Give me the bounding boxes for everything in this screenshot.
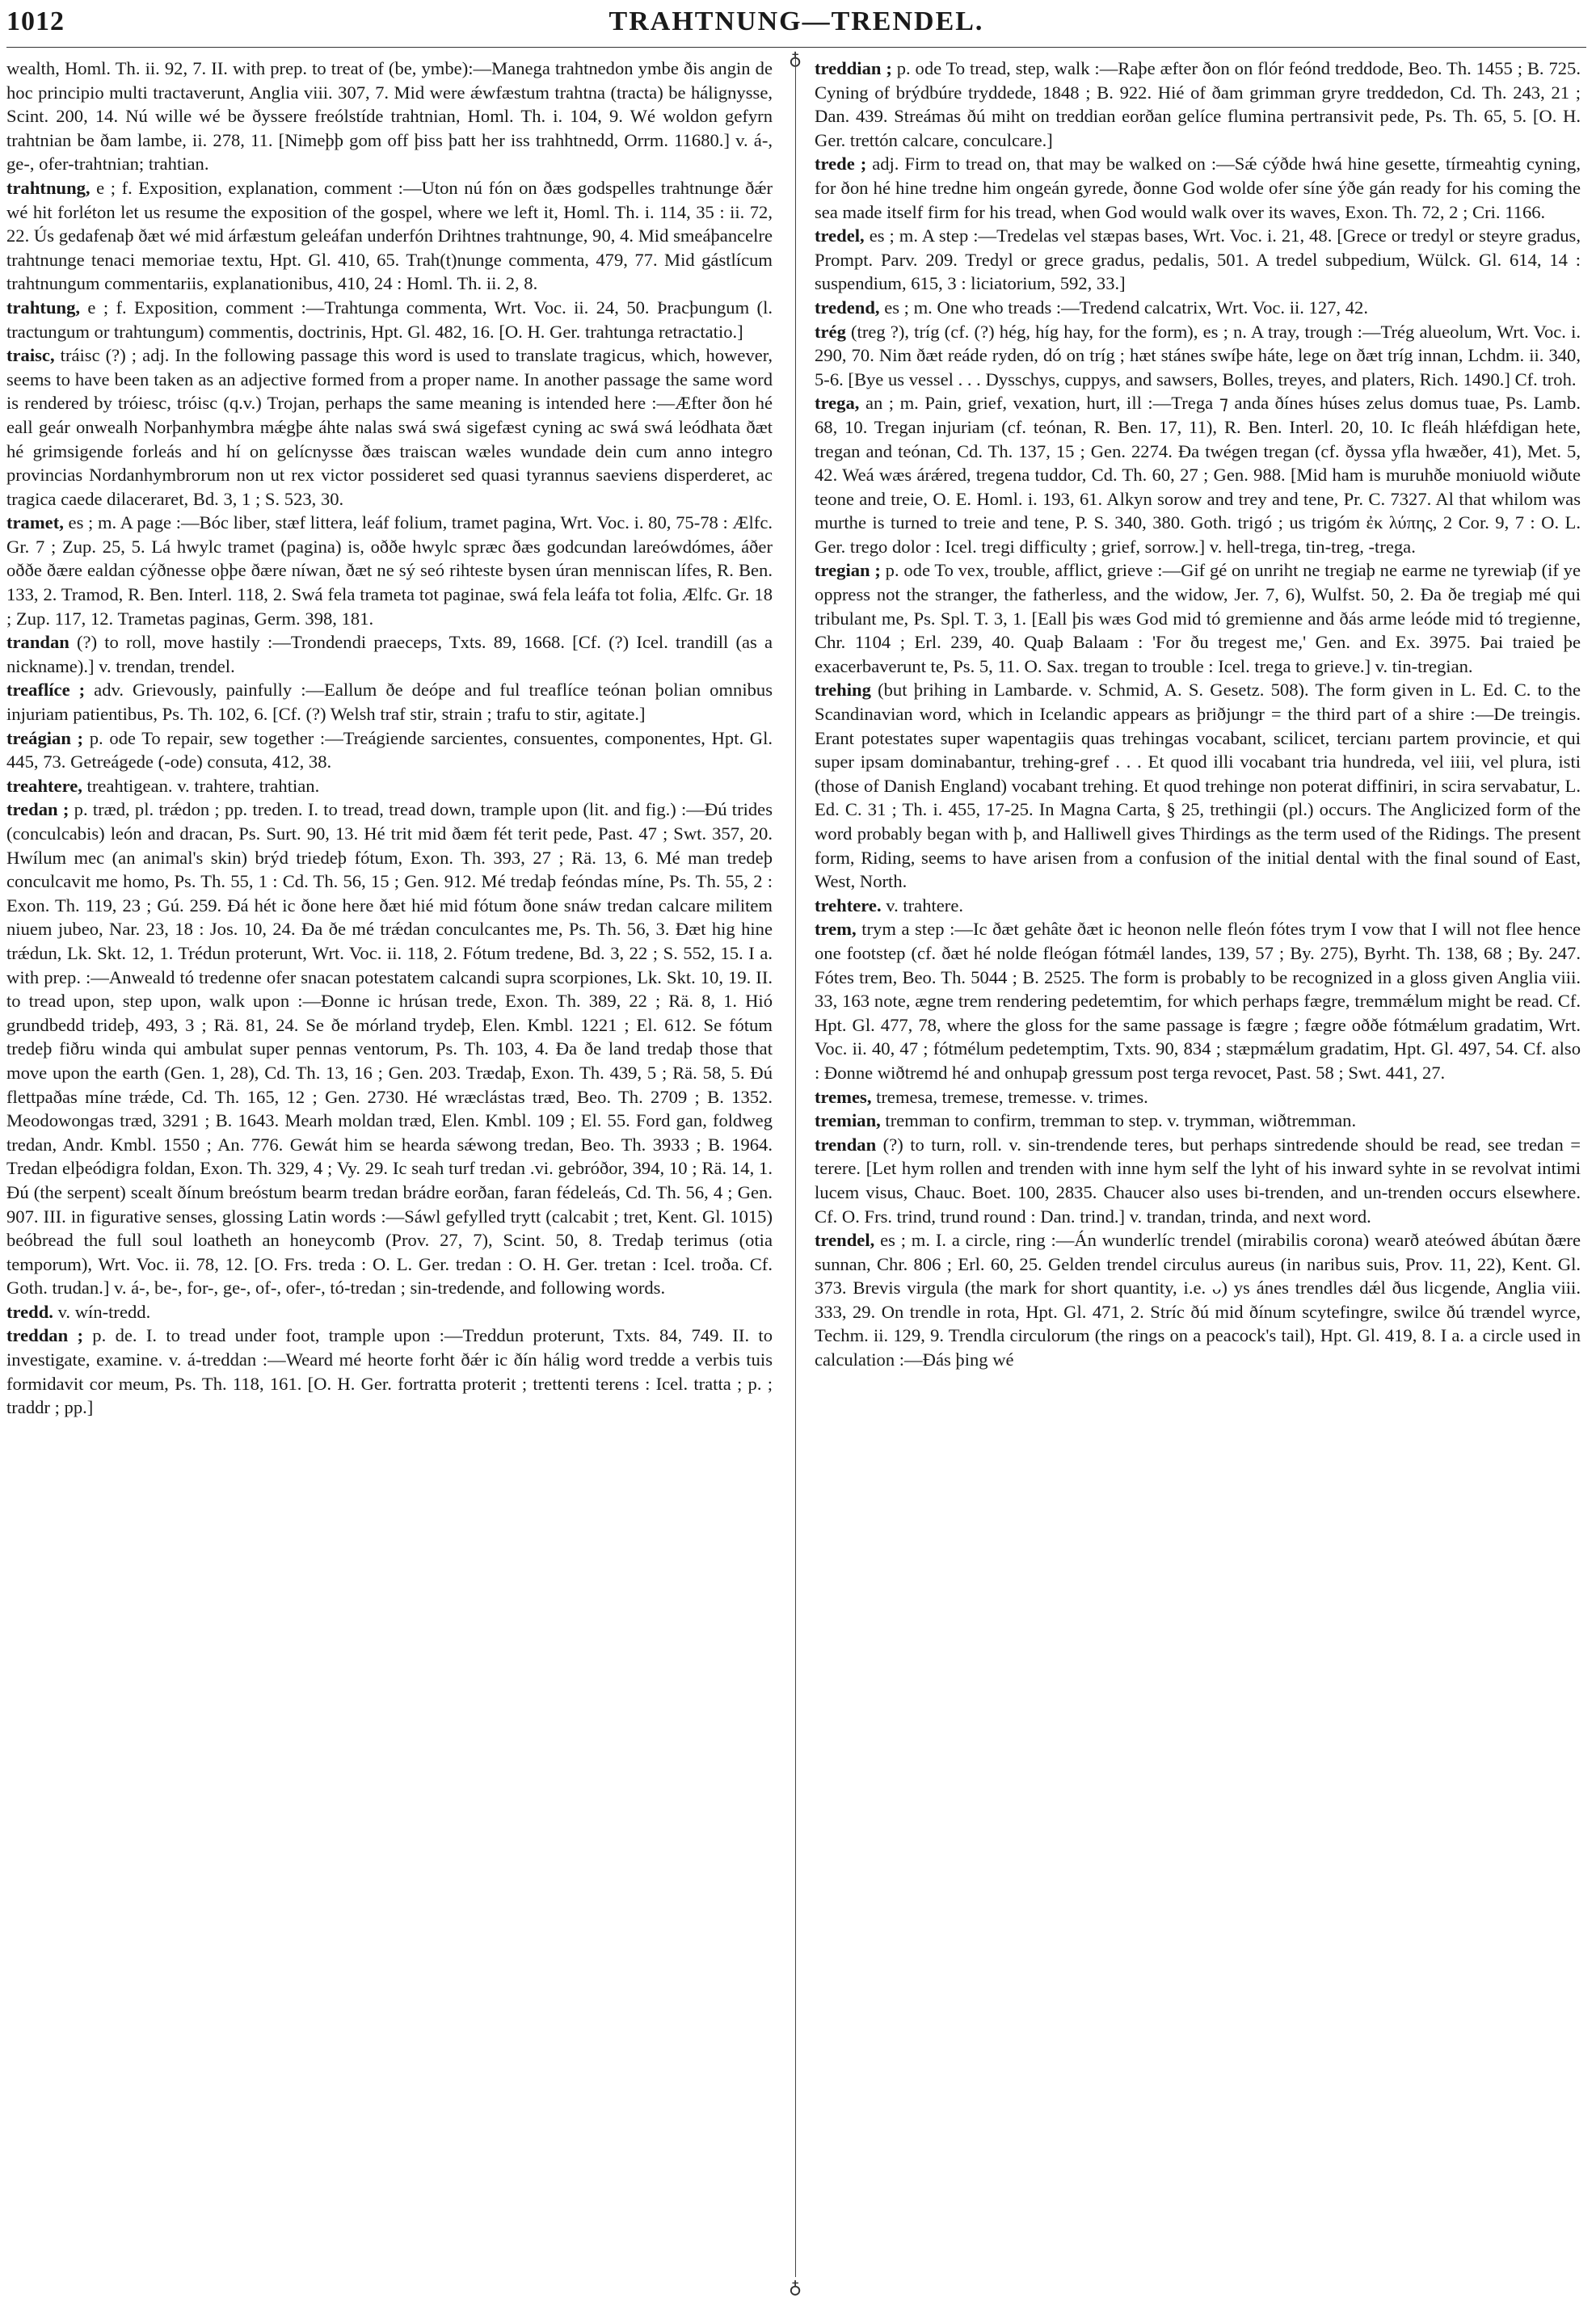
entry-definition: p. ode To tread, step, walk :—Raþe æfter ðon on flór feónd treddode, Beo. Th. 1455 ; B. 725. Cyning of brýdbúre tryddede, 1848 ; B. 922. Hié of ðam grimman gryre treddedon, Cd. Th. 243, 21 ; Dan. 439. Streámas ðú miht on treddian eorðan gelíce flumina pertransivit pede, Ps. Th. 65, 5. [O. H. Ger. trettón calcare, conculcare.] — [815, 58, 1581, 150]
entry-headword: traisc, — [6, 345, 55, 366]
dictionary-entry — [6, 343, 773, 511]
entry-headword: tremian, — [815, 1110, 881, 1131]
entry-headword: treddian ; — [815, 58, 892, 78]
entry-headword: tregian ; — [815, 560, 881, 581]
entry-definition: v. trahtere. — [881, 895, 964, 916]
entry-definition: es ; m. A page :—Bóc liber, stæf littera, leáf folium, tramet pagina, Wrt. Voc. i. 80, 75-78 : Ælfc. Gr. 7 ; Zup. 25, 5. Lá hwylc tramet (pagina) is, oððe hwylc spræc ðæs godcundan lareówdómes, áðer oððe ðære ealdan cýðnesse oþþe ðære níwan, ðæt ne sý seó rihteste bysen úran menniscan lífes, R. Ben. 133, 2. Tramod, R. Ben. Interl. 118, 2. Swá fela trameta tot paginae, swá fela leáfa tot folia, Ælfc. Gr. 18 ; Zup. 117, 12. Trametas paginas, Germ. 398, 181. — [6, 512, 773, 629]
entry-definition: p. ode To repair, sew together :—Treágiende sarcientes, consuentes, componentes, Hpt. Gl. 445, 73. Getreágede (-ode) consuta, 412, 38. — [6, 727, 773, 772]
dictionary-entry — [6, 1324, 773, 1419]
dictionary-entry — [815, 57, 1581, 152]
dictionary-entry — [6, 176, 773, 296]
dictionary-entry — [815, 1133, 1581, 1228]
entry-headword: trendan — [815, 1134, 877, 1155]
dictionary-entry — [6, 511, 773, 630]
entry-headword: treaflíce ; — [6, 680, 86, 701]
entry-headword: trega, — [815, 393, 860, 414]
entry-definition: tráisc (?) ; adj. In the following passage this word is used to translate tragicus, which, however, seems to have been taken as an adjective formed from a proper name. In another passage the same word is rendered by tróiesc, tróisc (q.v.) Trojan, perhaps the same meaning is intended here :—Æfter ðon hé eall geár onwealh Norþanhymbra mǽgþe áhte nalas swá swá sigefæst cyning ac swá swá leódhata ðæt hé grimsigende forleás and hí on gelícnysse ðæs traiscan wæles wundade dein cum anno integro provincias Nordanhymbrorum non ut rex victor possideret sed quasi tyrannus saeviens disperderet, ac tragica caede dilaceraret, Bd. 3, 1 ; S. 523, 30. — [6, 345, 773, 509]
dictionary-entry — [815, 1228, 1581, 1372]
dictionary-entry — [815, 1085, 1581, 1109]
entry-definition: (?) to turn, roll. v. sin-trendende teres, but perhaps sintredende should be read, see tredan = terere. [Let hym rollen and trenden with inne hym self the lyht of his inward syhte in se revolvat intimi lucem visus, Chauc. Boet. 100, 2835. Chaucer also uses bi-trenden, and un-trenden occurs elsewhere. Cf. O. Frs. trind, trund round : Dan. trind.] v. trandan, trinda, and next word. — [815, 1134, 1581, 1227]
column-divider — [795, 58, 796, 2277]
page-header — [6, 6, 1586, 48]
entry-headword: trehtere. — [815, 895, 882, 916]
dictionary-entry — [6, 798, 773, 1299]
entry-definition: (treg ?), tríg (cf. (?) hég, híg hay, for the form), es ; n. A tray, trough :—Trég alueolum, Wrt. Voc. i. 290, 70. Nim ðæt reáde ryden, dó on tríg ; hæt stánes swíþe háte, lege on ðæt tríg innan, Lchdm. ii. 340, 5-6. [Bye us vessel . . . Dysschys, cuppys, and sawsers, Bolles, treyes, and platers, Rich. 1490.] Cf. troh. — [815, 321, 1581, 389]
entry-headword: tremes, — [815, 1086, 872, 1107]
entry-headword: trehing — [815, 680, 871, 701]
entry-definition: es ; m. A step :—Tredelas vel stæpas bases, Wrt. Voc. i. 21, 48. [Grece or tredyl or steyre gradus, Prompt. Parv. 209. Tredyl or grece gradus, pedalis, 501. A tredel subpedium, Wülck. Gl. 614, 14 : suspendium, 615, 3 : liciatorium, 592, 33.] — [815, 225, 1581, 294]
entry-definition: (but þrihing in Lambarde. v. Schmid, A. S. Gesetz. 508). The form given in L. Ed. C. to the Scandinavian word, which in Icelandic appears as þriðjungr = the third part of a shire :—De treingis. Erant potestates super wapentagiis quas trehingas vocabant, scilicet, tercianı partem provincie, et qui super ipsam dominabantur, trehing-gref . . . Et quod illi vocabant tria hundreda, vel iiii, vel plura, isti (those of Danish England) vocabant trehing. Et quod trehinge non poterat diffiniri, in scira servabatur, L. Ed. C. 31 ; Th. i. 455, 17-25. In Magna Carta, § 25, trethingii (pl.) occurs. The Anglicized form of the word probably began with þ, and Halliwell gives Thirdings as the term used of the Ridings. The present form, Riding, seems to have arisen from a confusion of the initial dental with the final sound of East, West, North. — [815, 680, 1581, 892]
dictionary-entry — [815, 894, 1581, 918]
dictionary-entry — [6, 774, 773, 798]
entry-definition: treahtigean. v. trahtere, trahtian. — [82, 775, 320, 796]
dictionary-entry — [815, 558, 1581, 678]
running-head: TRAHTNUNG—TRENDEL. — [609, 6, 984, 36]
entry-definition: p. træd, pl. trǽdon ; pp. treden. I. to tread, tread down, trample upon (lit. and fig.) :—Ðú trides (conculcabis) león and dracan, Ps. Surt. 90, 13. Hé trit mid ðæm fét terit pede, Past. 47 ; Swt. 357, 20. Hwílum mec (an animal's skin) brýd triedeþ fótum, Exon. Th. 393, 27 ; Rä. 13, 6. Mé man tredeþ conculcavit me homo, Ps. Th. 55, 1 : Cd. Th. 56, 15 ; Gen. 912. Mé tredaþ feóndas míne, Ps. Th. 55, 2 : Exon. Th. 119, 23 ; Gú. 259. Ðá hét ic ðone here ðæt hié mid fótum ðone snáw tredan calcare militem niuem jubeo, Nar. 23, 18 : Jos. 10, 24. Ða ðe mé trǽdan conculcantes me, Ps. Th. 56, 3. Ðæt hig hine trǽdun, Lk. Skt. 12, 1. Trédun proterunt, Wrt. Voc. ii. 118, 2. Fótum tredene, Bd. 3, 22 ; S. 552, 15. I a. with prep. :—Anweald tó tredenne ofer snacan potestatem calcandi supra scorpiones, Lk. Skt. 10, 19. II. to tread upon, step upon, walk upon :—Ðonne ic hrúsan trede, Exon. Th. 389, 22 ; Rä. 8, 1. Hió grundbedd trideþ, 493, 3 ; Rä. 81, 24. Se ðe mórland trydeþ, Elen. Kmbl. 1221 ; El. 612. Se fótum tredeþ fiðru winda qui ambulat super pennas ventorum, Ps. Th. 103, 4. Ða ðe land tredaþ those that move upon the earth (Gen. 1, 28), Cd. Th. 13, 16 ; Gen. 203. Trædaþ, Exon. Th. 439, 5 ; Rä. 58, 5. Ðú flettpaðas míne trǽde, Cd. Th. 165, 12 ; Gen. 2730. Hé wræclástas træd, Beo. Th. 2709 ; B. 1352. Meodowongas træd, 3291 ; B. 1643. Mearh moldan træd, Elen. Kmbl. 109 ; El. 55. Ford gan, foldweg tredan, Andr. Kmbl. 1550 ; An. 776. Gewát him se hearda sǽwong tredan, Beo. Th. 3933 ; B. 1964. Tredan elþeódigra foldan, Exon. Th. 329, 4 ; Vy. 29. Ic seah turf tredan .vi. gebróðor, 394, 10 ; Rä. 14, 1. Ðú (the serpent) scealt ðínum breóstum bearm tredan brádre eorðan, faran fédeleás, Cd. Th. 56, 4 ; Gen. 907. III. in figurative senses, glossing Latin words :—Sáwl gefylled trytt (calcabit ; tret, Kent. Gl. 1015) beóbread the full soul loatheth an honeycomb (Prov. 27, 7), Scint. 50, 8. Tredaþ terimus (otia temporum), Wrt. Voc. ii. 78, 12. [O. Frs. treda : O. L. Ger. tredan : O. H. Ger. tretan : Icel. troða. Cf. Goth. trudan.] v. á-, be-, for-, ge-, of-, ofer-, tó-tredan ; sin-tredende, and following words. — [6, 799, 773, 1299]
entry-definition: adj. Firm to tread on, that may be walked on :—Sǽ cýðde hwá hine gesette, tírmeahtig cyning, for ðon hé hine tredne him ongeán gyrede, ðonne God wolde ofer síne ýðe gán ready for his coming the sea made itself firm for his tread, when God would walk over its waves, Exon. Th. 72, 2 ; Cri. 1166. — [815, 154, 1581, 222]
entry-definition: p. de. I. to tread under foot, trample upon :—Treddun proterunt, Txts. 84, 749. II. to investigate, examine. v. á-treddan :—Weard mé heorte forht ðǽr ic ðín hálig word tredde a verbis tuis formidavit cor meum, Ps. Th. 118, 161. [O. H. Ger. fortratta proterit ; trettenti terens : Icel. tratta ; p. ; traddr ; pp.] — [6, 1325, 773, 1418]
entry-headword: treahtere, — [6, 775, 82, 796]
entry-definition: e ; f. Exposition, comment :—Trahtunga commenta, Wrt. Voc. ii. 24, 50. Þracþungum (l. tractungum or trahtungum) commentis, doctrinis, Hpt. Gl. 482, 16. [O. H. Ger. trahtunga retractatio.] — [6, 297, 773, 342]
entry-headword: trem, — [815, 919, 857, 940]
entry-headword: trég — [815, 321, 846, 342]
dictionary-entry — [815, 296, 1581, 320]
bottom-ornament-icon: ♁ — [788, 2277, 802, 2297]
dictionary-entry — [815, 320, 1581, 392]
entry-definition: tremesa, tremese, tremesse. v. trimes. — [871, 1086, 1148, 1107]
dictionary-entry — [815, 391, 1581, 558]
right-column — [815, 57, 1581, 2287]
entry-definition: wealth, Homl. Th. ii. 92, 7. II. with prep. to treat of (be, ymbe):—Manega trahtnedon ymbe ðis angin de hoc principio multi tractaverunt, Anglia viii. 307, 7. Mid were ǽwfæstum trahtna (tracta) be hálignysse, Scint. 200, 14. Nú wille wé be ðyssere freólstíde trahtnian, Homl. Th. i. 104, 9. Wé woldon gefyrn trahtnian be ðam lambe, ii. 278, 11. [Nimeþþ gom off þiss þatt her iss trahhtnedd, Orrm. 11680.] v. á-, ge-, ofer-trahtnian; trahtian. — [6, 58, 773, 175]
entry-definition: v. wín-tredd. — [53, 1301, 151, 1322]
dictionary-entry — [6, 726, 773, 774]
page-number: 1012 — [6, 6, 65, 36]
entry-headword: tredd. — [6, 1301, 53, 1322]
dictionary-entry — [6, 678, 773, 726]
entry-headword: trahtnung, — [6, 177, 91, 198]
entry-definition: es ; m. I. a circle, ring :—Án wunderlíc trendel (mirabilis corona) wearð ateówed ábútan ðære sunnan, Chr. 806 ; Erl. 60, 25. Gelden trendel circulus aureus (in naribus suis, Prov. 11, 22), Kent. Gl. 373. Brevis virgula (the mark for short quantity, i.e. ᴗ) ys ánes trendles dǽl ðus licgende, Anglia viii. 333, 29. On trendle in rota, Hpt. Gl. 471, 2. Stríc ðú mid ðínum scytefingre, swilce ðú trændel wyrce, Techm. ii. 129, 9. Trendla circulorum (the rings on a peacock's tail), Hpt. Gl. 419, 8. I a. a circle used in calculation :—Ðás þing wé — [815, 1230, 1581, 1370]
entry-headword: trede ; — [815, 154, 867, 175]
entry-headword: tredel, — [815, 225, 865, 246]
entry-headword: tredend, — [815, 297, 880, 318]
dictionary-entry — [6, 630, 773, 678]
left-column — [6, 57, 773, 2287]
entry-definition: p. ode To vex, trouble, afflict, grieve :—Gif gé on unriht ne tregiaþ ne earme ne tyrewiaþ (if ye oppress not the stranger, the fatherless, and the widow, Jer. 7, 6), Wulfst. 50, 2. Ða ðe tregiaþ mé qui tribulant me, Ps. Spl. T. 3, 1. [Eall þis wæs God mid tó gremienne and ðás arme leóde mid tó tregienne, Chr. 1104 ; Erl. 239, 40. Quaþ Balaam : 'For ðu tregest me,' Gen. and Ex. 3975. Þai traied þe exacerbaverunt te, Ps. 5, 11. O. Sax. tregan to trouble : Icel. trega to grieve.] v. tin-tregian. — [815, 560, 1581, 676]
dictionary-entry — [815, 917, 1581, 1084]
dictionary-entry — [6, 57, 773, 176]
entry-definition: (?) to roll, move hastily :—Trondendi praeceps, Txts. 89, 1668. [Cf. (?) Icel. trandill (as a nickname).] v. trendan, trendel. — [6, 632, 773, 676]
dictionary-entry — [6, 296, 773, 343]
entry-headword: treágian ; — [6, 727, 84, 748]
entry-definition: tremman to confirm, tremman to step. v. trymman, wiðtremman. — [880, 1110, 1357, 1131]
top-ornament-icon: ♁ — [788, 48, 802, 69]
dictionary-entry — [6, 1300, 773, 1324]
entry-headword: tredan ; — [6, 799, 69, 820]
entry-headword: trendel, — [815, 1230, 875, 1251]
entry-headword: trahtung, — [6, 297, 81, 318]
entry-definition: e ; f. Exposition, explanation, comment :—Uton nú fón on ðæs godspelles trahtnunge ðǽr wé hit forléton let us resume the exposition of the gospel, where we left it, Homl. Th. i. 114, 35 : ii. 72, 22. Ús gedafenaþ ðæt wé mid árfæstum geleáfan underfón Drihtnes trahtnunge, 90, 4. Mid smeáþancelre trahtnunge tenaci memoriae textu, Hpt. Gl. 410, 65. Trah(t)nunge commenta, 479, 77. Mid gástlícum trahtnungum commentariis, explanationibus, 410, 24 : Homl. Th. ii. 2, 8. — [6, 177, 773, 294]
entry-headword: tramet, — [6, 512, 64, 533]
entry-headword: trandan — [6, 632, 69, 653]
entry-definition: trym a step :—Ic ðæt gehâte ðæt ic heonon nelle fleón fótes trym I vow that I will not flee hence one footstep (cf. ðæt hé nolde fleógan fótmǽl landes, 139, 57 ; By. 275), Byrht. Th. 138, 68 ; By. 247. Fótes trem, Beo. Th. 5044 ; B. 2525. The form is probably to be recognized in a gloss given Anglia viii. 33, 163 note, ægne trem rendering pedetemtim, for which perhaps fægre, tremmǽlum might be read. Cf. Hpt. Gl. 477, 78, where the gloss for the same passage is fægre ; fægre oððe fótmǽlum gradatim, Wrt. Voc. ii. 40, 47 ; fótmélum pedetemptim, Txts. 90, 834 ; stæpmǽlum gradatim, Hpt. Gl. 497, 54. Cf. also : Ðonne wiðtremd hé and onhupaþ gressum post terga revocet, Past. 58 ; Swt. 441, 27. — [815, 919, 1581, 1083]
dictionary-entry — [815, 678, 1581, 893]
entry-headword: treddan ; — [6, 1325, 83, 1346]
entry-definition: es ; m. One who treads :—Tredend calcatrix, Wrt. Voc. ii. 127, 42. — [879, 297, 1368, 318]
entry-definition: adv. Grievously, painfully :—Eallum ðe deópe and ful treaflíce teónan þolian omnibus injuriam patientibus, Ps. Th. 102, 6. [Cf. (?) Welsh traf stir, strain ; trafu to stir, agitate.] — [6, 680, 773, 725]
entry-definition: an ; m. Pain, grief, vexation, hurt, ill :—Trega ⁊ anda ðínes húses zelus domus tuae, Ps. Lamb. 68, 10. Tregan injuriam (cf. teónan, R. Ben. 17, 11), R. Ben. Interl. 20, 10. Ic fleáh hlǽfdigan hete, tregan and teónan, Cd. Th. 137, 15 ; Gen. 2274. Ða twégen tregan (cf. ðyssa yfla hwæðer, 41), Met. 5, 42. Weá wæs árǽred, tregena tuddor, Cd. Th. 60, 27 ; Gen. 988. [Mid ham is muruhðe moniuold wiðute teone and treie, O. E. Homl. i. 193, 61. Alkyn sorow and trey and tene, Pr. C. 7327. Al that whilom was murthe is turned to treie and tene, P. S. 340, 380. Goth. trigó ; us trigóm ἐκ λύπης, 2 Cor. 9, 7 : O. L. Ger. trego dolor : Icel. tregi difficulty ; grief, sorrow.] v. hell-trega, tin-treg, -trega. — [815, 393, 1581, 557]
dictionary-entry — [815, 224, 1581, 296]
dictionary-entry — [815, 152, 1581, 224]
dictionary-entry — [815, 1109, 1581, 1133]
